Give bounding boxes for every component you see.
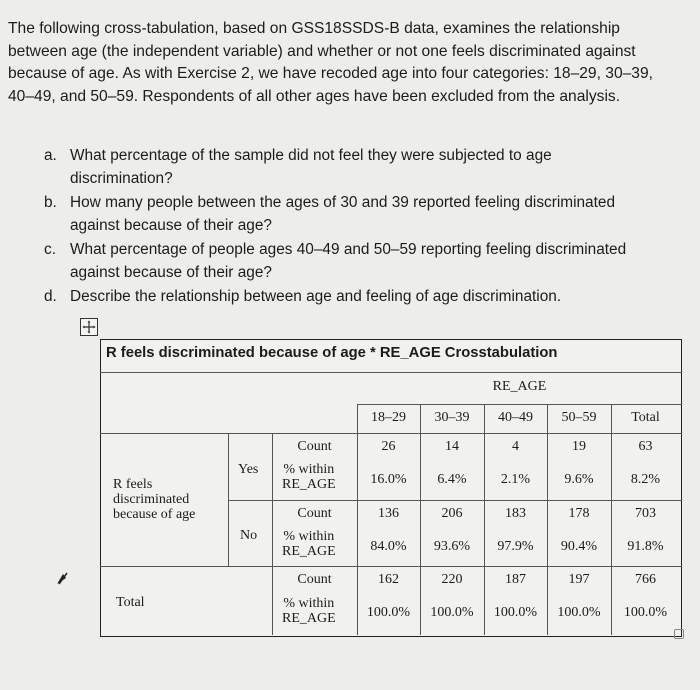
total-pct-50-59: 100.0% (557, 605, 601, 620)
stat-label-pct (282, 529, 336, 559)
no-pct-40-49: 97.9% (497, 539, 534, 554)
table-rule (228, 433, 229, 566)
yes-pct-40-49: 2.1% (500, 472, 531, 487)
no-count-total: 703 (635, 506, 656, 521)
yes-count-18-29: 26 (381, 439, 396, 454)
no-pct-50-59: 90.4% (560, 539, 598, 554)
question-text: What percentage of the sample did not feel they were subjected to age (70, 147, 552, 164)
question-text: discrimination? (70, 169, 173, 187)
no-pct-total: 91.8% (627, 539, 664, 554)
question-letter: c. (44, 241, 56, 258)
yes-count-50-59: 19 (572, 439, 586, 454)
stat-label-pct-line: % within (283, 596, 335, 611)
yes-pct-18-29: 16.0% (370, 472, 407, 487)
col-header: 18–29 (371, 410, 406, 425)
stat-label-count: Count (297, 506, 332, 521)
intro-line: between age (the independent variable) and whether or not one feels discriminated against (8, 42, 636, 60)
stat-label-pct-line: % within (283, 462, 335, 477)
row-var-label (113, 477, 195, 522)
table-rule (100, 372, 682, 373)
question-letter: d. (44, 288, 57, 305)
no-count-40-49: 183 (505, 506, 526, 521)
total-pct-18-29: 100.0% (366, 605, 411, 620)
yes-pct-total: 8.2% (630, 472, 661, 487)
question-b (44, 192, 694, 237)
row-var-label-line: discriminated (113, 492, 190, 507)
question-d (44, 286, 694, 309)
total-count-30-39: 220 (441, 572, 463, 587)
question-text: Describe the relationship between age and feeling of age discrimination. (70, 288, 562, 305)
question-text: against because of their age? (70, 216, 272, 234)
stat-label-pct-line: RE_AGE (282, 544, 336, 559)
table-rule (100, 566, 682, 567)
yes-pct-50-59: 9.6% (564, 472, 594, 487)
total-label: Total (116, 595, 145, 610)
question-list (44, 145, 694, 311)
question-text: against because of their age? (70, 263, 272, 281)
question-letter: b. (44, 194, 57, 211)
yes-count-30-39: 14 (445, 439, 459, 454)
total-pct-30-39: 100.0% (430, 605, 474, 620)
stat-label-count: Count (297, 572, 332, 587)
stat-label-pct-line: % within (283, 529, 335, 544)
row-var-label-line: because of age (113, 507, 196, 522)
table-rule (358, 404, 682, 405)
move-handle-icon[interactable] (80, 318, 98, 336)
question-c (44, 239, 694, 284)
stat-label-count: Count (297, 439, 332, 454)
total-count-total: 766 (635, 572, 656, 587)
yes-pct-30-39: 6.4% (437, 472, 467, 487)
no-pct-18-29: 84.0% (370, 539, 407, 554)
no-count-18-29: 136 (378, 506, 399, 521)
total-pct-total: 100.0% (623, 605, 668, 620)
total-count-18-29: 162 (378, 572, 399, 587)
intro-paragraph (8, 18, 698, 108)
stat-label-pct (282, 462, 336, 492)
stat-label-pct (282, 596, 336, 626)
total-pct-40-49: 100.0% (493, 605, 538, 620)
group-header: RE_AGE (492, 379, 547, 394)
stat-label-pct-line: RE_AGE (282, 477, 336, 492)
yes-label: Yes (238, 462, 259, 477)
yes-count-40-49: 4 (512, 439, 519, 454)
row-var-label-line: R feels (113, 477, 153, 492)
intro-line: The following cross-tabulation, based on GSS18SSDS-B data, examines the relationship (8, 20, 620, 37)
col-header-total: Total (631, 410, 660, 425)
no-count-30-39: 206 (441, 506, 463, 521)
no-pct-30-39: 93.6% (433, 539, 471, 554)
cursor-arrow-icon (54, 570, 70, 586)
total-count-40-49: 187 (505, 572, 526, 587)
intro-line: because of age. As with Exercise 2, we have recoded age into four categories: 18–29, 30–39, (8, 65, 653, 82)
col-header: 50–59 (561, 410, 597, 425)
question-text: How many people between the ages of 30 and 39 reported feeling discriminated (70, 194, 616, 211)
question-letter: a. (44, 147, 57, 164)
stat-label-pct-line: RE_AGE (282, 611, 336, 626)
intro-line: 40–49, and 50–59. Respondents of all other ages have been excluded from the analysis. (8, 87, 621, 105)
question-a (44, 145, 694, 190)
table-rule (100, 433, 682, 434)
total-count-50-59: 197 (568, 572, 590, 587)
yes-count-total: 63 (638, 439, 653, 454)
no-count-50-59: 178 (568, 506, 590, 521)
table-rule (272, 433, 273, 635)
no-label: No (240, 528, 258, 543)
col-header: 30–39 (434, 410, 470, 425)
resize-handle-icon[interactable] (674, 629, 684, 639)
question-text: What percentage of people ages 40–49 and 50–59 reporting feeling discriminated (70, 241, 627, 258)
table-title: R feels discriminated because of age * RE_AGE Crosstabulation (106, 345, 558, 361)
table-rule (228, 500, 682, 501)
col-header: 40–49 (498, 410, 533, 425)
